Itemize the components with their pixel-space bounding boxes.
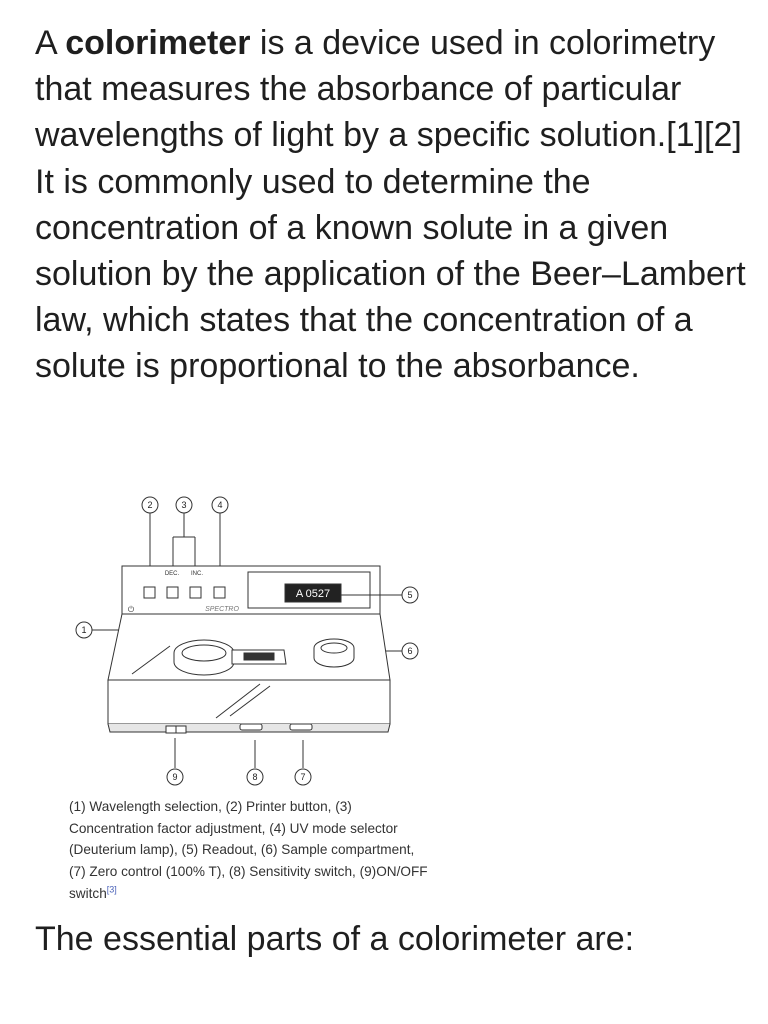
callout-5-label: 5 xyxy=(407,590,413,600)
colorimeter-figure xyxy=(32,488,464,910)
figure-caption xyxy=(69,796,429,905)
dec-button xyxy=(167,587,178,598)
caption-reference-link[interactable]: [3] xyxy=(106,884,117,895)
essential-parts-heading: The essential parts of a colorimeter are: xyxy=(35,920,635,958)
inc-label: INC. xyxy=(191,571,203,577)
dec-label: DEC. xyxy=(164,571,180,577)
callout-6-label: 6 xyxy=(407,646,413,656)
callout-7-label: 7 xyxy=(300,772,306,782)
printer-button xyxy=(144,587,155,598)
uv-mode-button xyxy=(214,587,225,598)
power-icon: ⏻ xyxy=(127,605,135,614)
callout-4-label: 4 xyxy=(217,500,223,510)
intro-lead: A xyxy=(35,24,66,62)
sample-slot-opening xyxy=(244,653,274,660)
callout-2-label: 2 xyxy=(147,500,153,510)
zero-control xyxy=(290,724,312,730)
callout-8-label: 8 xyxy=(252,772,258,782)
sensitivity-switch xyxy=(240,724,262,730)
caption-text: (1) Wavelength selection, (2) Printer button, (3) Concentration factor adjustment, (4) UV mode selector (Deuterium lamp), (5) Readout, (6) Sample compartment, (7) Zero control (100% T), (8) Sensitivity switch, (9)ON/OFF switch xyxy=(69,799,428,901)
colorimeter-term: colorimeter xyxy=(65,24,251,62)
colorimeter-diagram xyxy=(32,488,464,788)
callout-3-label: 3 xyxy=(181,500,187,510)
callout-9-label: 9 xyxy=(172,772,178,782)
intro-rest: is a device used in colorimetry that measures the absorbance of particular wavelengths of light by a specific solution.[1][2] It is commonly used to determine the concentration of a known solute in a given solution by the application of the Beer–Lambert law, which states that the concentration of a solute is proportional to the absorbance. xyxy=(35,24,746,386)
intro-paragraph xyxy=(35,20,755,390)
readout-value: A 0527 xyxy=(295,588,331,600)
callout-1-label: 1 xyxy=(81,625,87,635)
brand-label: SPECTRO xyxy=(205,606,239,613)
inc-button xyxy=(190,587,201,598)
